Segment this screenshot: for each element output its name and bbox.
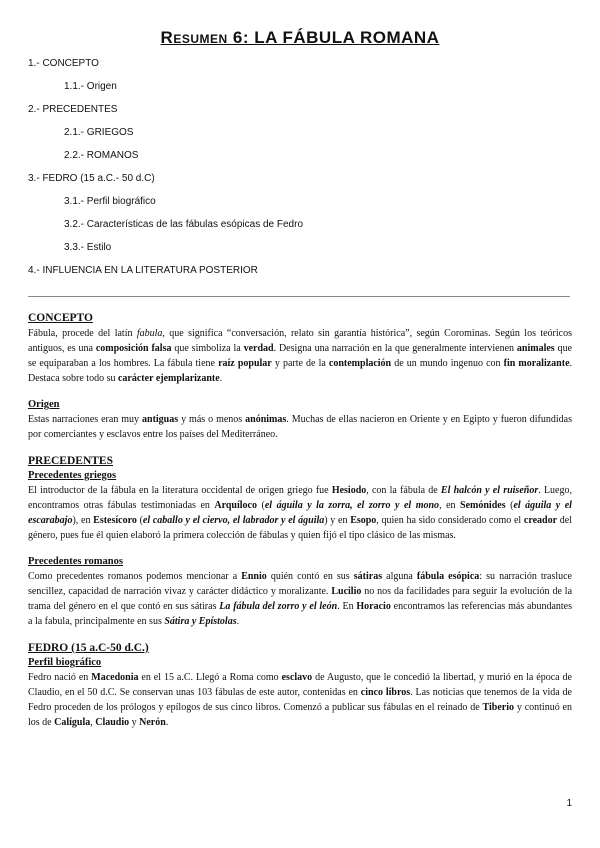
text-run: Fedro nació en [28,672,92,683]
text-run: y parte de la [271,358,329,369]
text-run: Horacio [356,601,391,612]
text-run: . Muchas de ellas nacieron en Oriente y en Egipto y fueron difundidas por comerciantes y esclavos entre los países del Mediterráneo. [28,414,572,440]
text-run: y más o menos [178,414,246,425]
text-run: fabula [136,328,163,339]
toc-item: 2.- PRECEDENTES [28,104,118,115]
paragraph-perfil [28,670,572,730]
subheading-origen: Origen [28,399,60,410]
text-run: ) y en [324,515,351,526]
toc-item: 3.2.- Características de las fábulas esópicas de Fedro [64,219,304,230]
text-run: esclavo [281,672,313,683]
paragraph-origen [28,412,572,442]
text-run: verdad [243,343,274,354]
section-heading-precedentes: PRECEDENTES [28,455,113,467]
text-run: cinco libros [360,687,411,698]
text-run: . En [337,601,357,612]
text-run: Hesiodo [331,485,367,496]
text-run: ), en [72,515,94,526]
subheading-griegos: Precedentes griegos [28,470,117,481]
toc-item: 3.- FEDRO (15 a.C.- 50 d.C) [28,173,155,184]
text-run: que se equiparaban a los hombres. La fábula tiene [28,343,573,369]
text-run: , [90,717,96,728]
text-run: el águila y el escarabajo [28,500,572,526]
section-heading-concepto: CONCEPTO [28,312,93,324]
text-run: Macedonia [91,672,139,683]
text-run: . Designa una narración en la que generalmente intervienen [273,343,517,354]
toc-item: 1.1.- Origen [64,81,117,92]
subheading-romanos: Precedentes romanos [28,556,123,567]
text-run: anónimas [245,414,287,425]
text-run: ( [136,515,143,526]
text-run: . Destaca sobre todo su [28,358,573,384]
text-run: Claudio [95,717,130,728]
text-run: no nos da facilidades para seguir la evolución de la trama del género en el que contó en sus sátiras [28,586,573,612]
text-run: , quien ha sido considerado como el [376,515,524,526]
text-run: , en [439,500,461,511]
page-number: 1 [566,798,572,809]
text-run: y continuó en los de [28,702,572,728]
text-run: de Augusto, que le concedió la libertad, y murió en la época de Claudio, en el 50 d.C. Se conservan unas 103 fábulas de este autor, contenidas en [28,672,572,698]
text-run: animales [516,343,555,354]
text-run: Estesícoro [93,515,137,526]
text-run: . Luego, encontramos otras fábulas testimoniadas en [28,485,572,511]
text-run: El introductor de la fábula en la literatura occidental de origen griego fue [28,485,332,496]
toc-item: 3.1.- Perfil biográfico [64,196,156,207]
document-body [28,311,572,730]
text-run: raíz popular [218,358,272,369]
text-run: Lucilio [331,586,362,597]
text-run: : su narración trasluce sencillez, capacidad de narración vivaz y carácter didáctico y moralizante. [28,571,572,597]
text-run: Sátira y Epístolas [164,616,237,627]
text-run: Calígula [54,717,91,728]
text-run: Arquíloco [214,500,257,511]
text-run: del género, pues fue él quien elaboró la primera colección de fábulas y quien fijó el tipo clásico de las mismas. [28,515,572,541]
toc-item: 1.- CONCEPTO [28,58,99,69]
text-run: creador [523,515,558,526]
text-run: . [165,717,169,728]
text-run: composición falsa [95,343,172,354]
text-run: carácter ejemplarizante [117,373,220,384]
section-heading-fedro: FEDRO (15 a.C-50 d.C.) [28,642,149,654]
text-run: de un mundo ingenuo con [391,358,504,369]
section-divider [28,296,570,297]
text-run: , con la fábula de [366,485,441,496]
text-run: Fábula, procede del latín [28,328,137,339]
text-run: . [219,373,223,384]
text-run: Semónides [460,500,506,511]
toc-item: 3.3.- Estilo [64,242,112,253]
paragraph-romanos [28,569,572,629]
text-run: alguna [382,571,417,582]
text-run: , que significa “conversación, relato sin garantía histórica”, según Corominas. Según los teóricos antiguos, es una [28,328,572,354]
text-run: que simboliza la [171,343,244,354]
text-run: La fábula del zorro y el león [219,601,338,612]
text-run: . [236,616,240,627]
toc-item: 4.- INFLUENCIA EN LA LITERATURA POSTERIOR [28,265,258,276]
text-run: contemplación [328,358,392,369]
text-run: fin moralizante [503,358,570,369]
text-run: el caballo y el ciervo, el labrador y el águila [142,515,325,526]
text-run: Tiberio [482,702,514,713]
text-run: Estas narraciones eran muy [28,414,143,425]
text-run: Como precedentes romanos podemos mencionar a [28,571,242,582]
text-run: ( [257,500,265,511]
text-run: quién contó en sus [266,571,354,582]
text-run: antiguas [142,414,179,425]
text-run: ( [505,500,514,511]
toc-item: 2.2.- ROMANOS [64,150,139,161]
paragraph-concepto [28,326,572,386]
text-run: encontramos las referencias más abundantes a la fabula, principalmente en sus [28,601,572,627]
text-run: Ennio [241,571,267,582]
page-title: Resumen 6: LA FÁBULA ROMANA [160,28,440,47]
subheading-perfil: Perfil biográfico [28,657,102,668]
text-run: Nerón [139,717,166,728]
text-run: fábula esópica [416,571,480,582]
toc-item: 2.1.- GRIEGOS [64,127,134,138]
text-run: . Las noticias que tenemos de la vida de Fedro proceden de los prólogos y epílogos de sus cinco libros. Comenzó a publicar sus fábulas en el reinado de [28,687,572,713]
text-run: El halcón y el ruiseñor [440,485,539,496]
text-run: el águila y la zorra, el zorro y el mono [264,500,440,511]
paragraph-griegos [28,483,572,543]
text-run: y [129,717,140,728]
text-run: sátiras [353,571,383,582]
text-run: Esopo [350,515,377,526]
text-run: en el 15 a.C. Llegó a Roma como [138,672,282,683]
